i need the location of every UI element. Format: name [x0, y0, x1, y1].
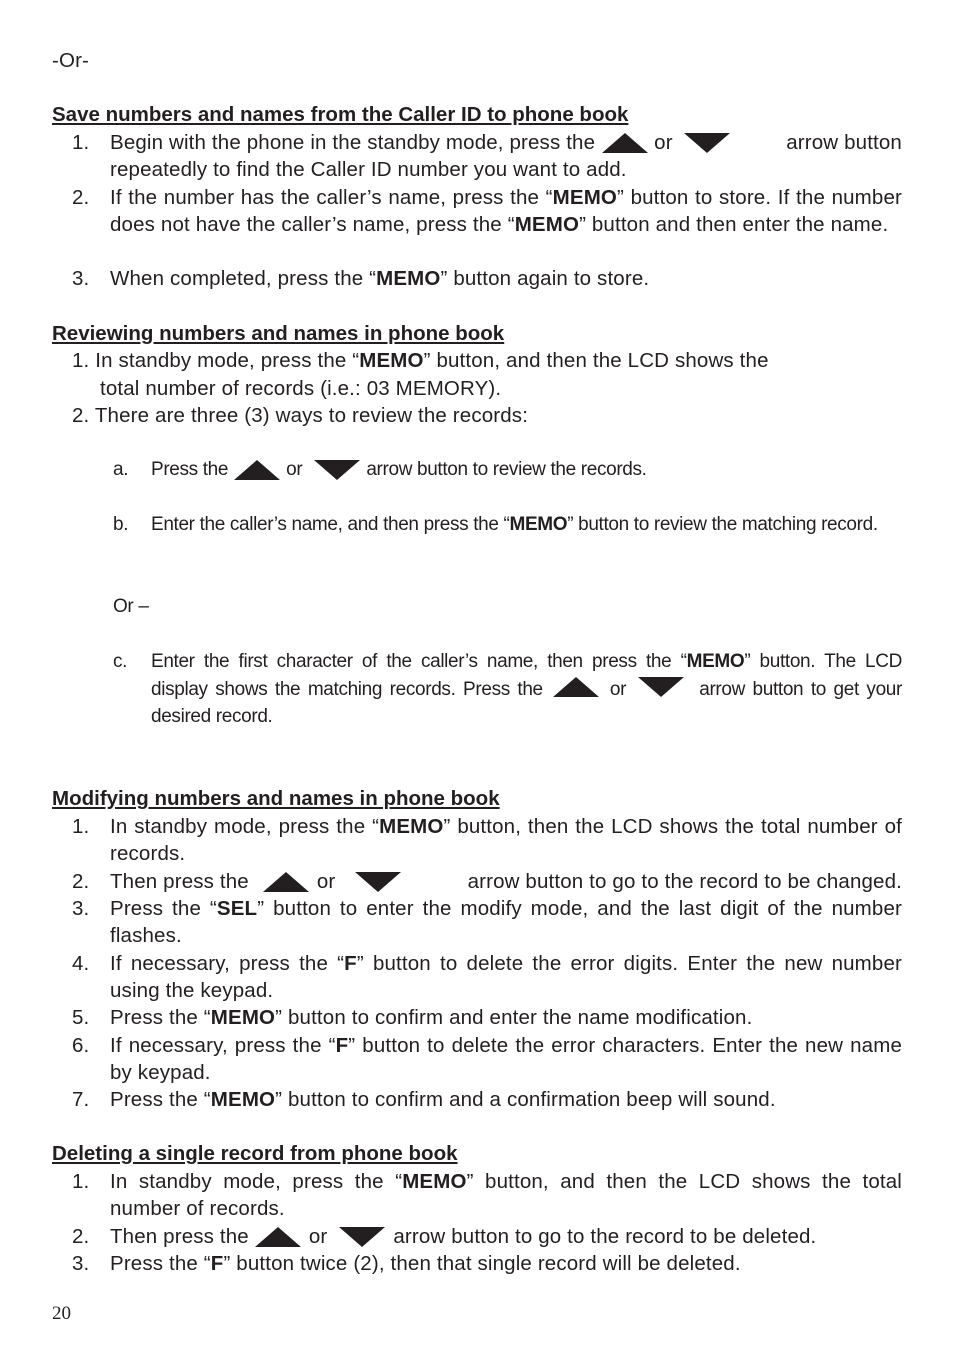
step-text-part: Enter the caller’s name, and then press the “ [151, 514, 510, 535]
step-text [110, 950, 902, 1005]
step-number: 1. [72, 815, 90, 838]
up-arrow-icon [234, 460, 280, 480]
or-text: or [316, 870, 336, 893]
step-text [110, 1168, 902, 1223]
step-number: 3. [72, 1252, 90, 1275]
section-heading-delete: Deleting a single record from phone book [52, 1142, 458, 1165]
memo-button-label: MEMO [210, 1088, 276, 1111]
step-text-part: arrow button to go to the record to be deleted. [393, 1225, 817, 1248]
step-text-part: In standby mode, press the “ [110, 1170, 403, 1193]
step-number: 2. [72, 870, 90, 893]
step-text-part: ” button twice (2), then that single record will be deleted. [223, 1252, 741, 1275]
down-arrow-icon [638, 677, 684, 697]
step-text [110, 1086, 776, 1113]
review-step-2: 2. There are three (3) ways to review the records: [72, 404, 529, 427]
step-text-part: If the number has the caller’s name, press the “ [110, 186, 553, 209]
step-text [110, 1250, 741, 1277]
step-number: 1. [72, 1170, 90, 1193]
memo-button-label: MEMO [210, 1006, 276, 1029]
step-text-part: ” button. The LCD display shows the matching records. Press the [151, 651, 903, 700]
step-text-part: arrow button [786, 131, 902, 154]
option-text [151, 648, 902, 731]
up-arrow-icon [255, 1227, 301, 1247]
step-text-part: ” button to delete the error digits. Enter the new number using the keypad. [110, 952, 902, 1003]
memo-button-label: MEMO [686, 651, 745, 672]
f-button-label: F [335, 1034, 349, 1057]
option-label: b. [113, 514, 129, 535]
or-text: or [609, 678, 627, 700]
step-text [110, 265, 649, 292]
or-text: or [286, 459, 303, 480]
step-number: 4. [72, 952, 90, 975]
step-text-part: ” button to confirm and a confirmation beep will sound. [275, 1088, 776, 1111]
step-text [110, 1004, 752, 1031]
or-text: or [308, 1225, 328, 1248]
step-text [110, 868, 902, 895]
step-text-part: If necessary, press the “ [110, 1034, 336, 1057]
step-text-part: Press the “ [110, 1006, 211, 1029]
step-text-part: ” button to delete the error characters. Enter the new name by keypad. [110, 1034, 902, 1085]
step-text [110, 129, 902, 156]
option-text [151, 511, 902, 539]
step-number: 6. [72, 1034, 90, 1057]
step-text-part: ” button and then enter the name. [579, 213, 889, 237]
section-heading-modify: Modifying numbers and names in phone book [52, 787, 500, 810]
step-text-part: ” button to review the matching record. [567, 514, 878, 535]
step-text-part: Press the “ [110, 1088, 211, 1111]
memo-button-label: MEMO [402, 1170, 467, 1193]
or-separator: -Or- [52, 49, 90, 72]
step-text-part: Then press the [110, 1225, 249, 1248]
step-text [110, 813, 902, 868]
step-text [110, 1032, 902, 1087]
step-number: 3. [72, 267, 90, 290]
page-number: 20 [52, 1303, 71, 1324]
step-text-continued: repeatedly to find the Caller ID number you want to add. [110, 158, 627, 181]
step-text-part: ” button to enter the modify mode, and the last digit of the number flashes. [110, 897, 902, 948]
down-arrow-icon [684, 133, 730, 153]
step-text-part: In standby mode, press the “ [110, 815, 380, 838]
step-number: 2. [72, 1225, 90, 1248]
memo-button-label: MEMO [509, 514, 568, 535]
step-text-part: Press the [151, 459, 229, 480]
option-label: a. [113, 459, 129, 480]
review-step-1-continued: total number of records (i.e.: 03 MEMORY). [100, 377, 502, 400]
sel-button-label: SEL [216, 897, 258, 920]
memo-button-label: MEMO [514, 213, 580, 237]
option-label: c. [113, 651, 128, 672]
up-arrow-icon [263, 872, 309, 892]
step-text-part: 1. In standby mode, press the “ [72, 349, 360, 372]
f-button-label: F [210, 1252, 224, 1275]
down-arrow-icon [339, 1227, 385, 1247]
up-arrow-icon [553, 677, 599, 697]
step-text-part: ” button, and then the LCD shows the total number of records. [110, 1170, 902, 1221]
step-text-part: If necessary, press the “ [110, 952, 345, 975]
down-arrow-icon [314, 460, 360, 480]
step-text-part: ” button to store. If the number does not have the caller’s name, press the “ [110, 186, 902, 237]
step-text-part: ” button, then the LCD shows the total number of records. [110, 815, 902, 866]
step-text-part: Press the “ [110, 1252, 211, 1275]
step-text [110, 895, 902, 950]
step-number: 1. [72, 131, 90, 154]
step-text-part: arrow button to go to the record to be changed. [467, 870, 902, 893]
step-text-part: ” button, and then the LCD shows the [423, 349, 769, 372]
step-text-part: Then press the [110, 870, 249, 893]
step-text-part: Enter the first character of the caller’s name, then press the “ [151, 651, 687, 672]
memo-button-label: MEMO [359, 349, 424, 372]
step-text-part: ” button again to store. [440, 267, 650, 290]
step-text-part: Begin with the phone in the standby mode, press the [110, 131, 596, 154]
step-text-part: When completed, press the “ [110, 267, 377, 290]
step-text [110, 1223, 816, 1250]
step-text-part: ” button to confirm and enter the name modification. [275, 1006, 753, 1029]
memo-button-label: MEMO [379, 815, 444, 838]
step-number: 7. [72, 1088, 90, 1111]
f-button-label: F [344, 952, 357, 975]
step-text-part: arrow button to review the records. [366, 459, 647, 480]
down-arrow-icon [355, 872, 401, 892]
step-number: 2. [72, 186, 90, 209]
section-heading-review: Reviewing numbers and names in phone book [52, 322, 505, 345]
up-arrow-icon [602, 133, 648, 153]
step-text-part: Press the “ [110, 897, 217, 920]
memo-button-label: MEMO [552, 186, 618, 209]
option-text [151, 456, 647, 484]
step-text [110, 184, 902, 239]
step-number: 5. [72, 1006, 90, 1029]
step-text-part: arrow button to get your desired record. [151, 678, 902, 727]
or-text: or [654, 131, 673, 154]
section-heading-save: Save numbers and names from the Caller ID to phone book [52, 103, 629, 126]
memo-button-label: MEMO [376, 267, 441, 290]
or-separator-middle: Or – [113, 596, 149, 617]
review-step-1 [72, 347, 769, 374]
step-number: 3. [72, 897, 90, 920]
